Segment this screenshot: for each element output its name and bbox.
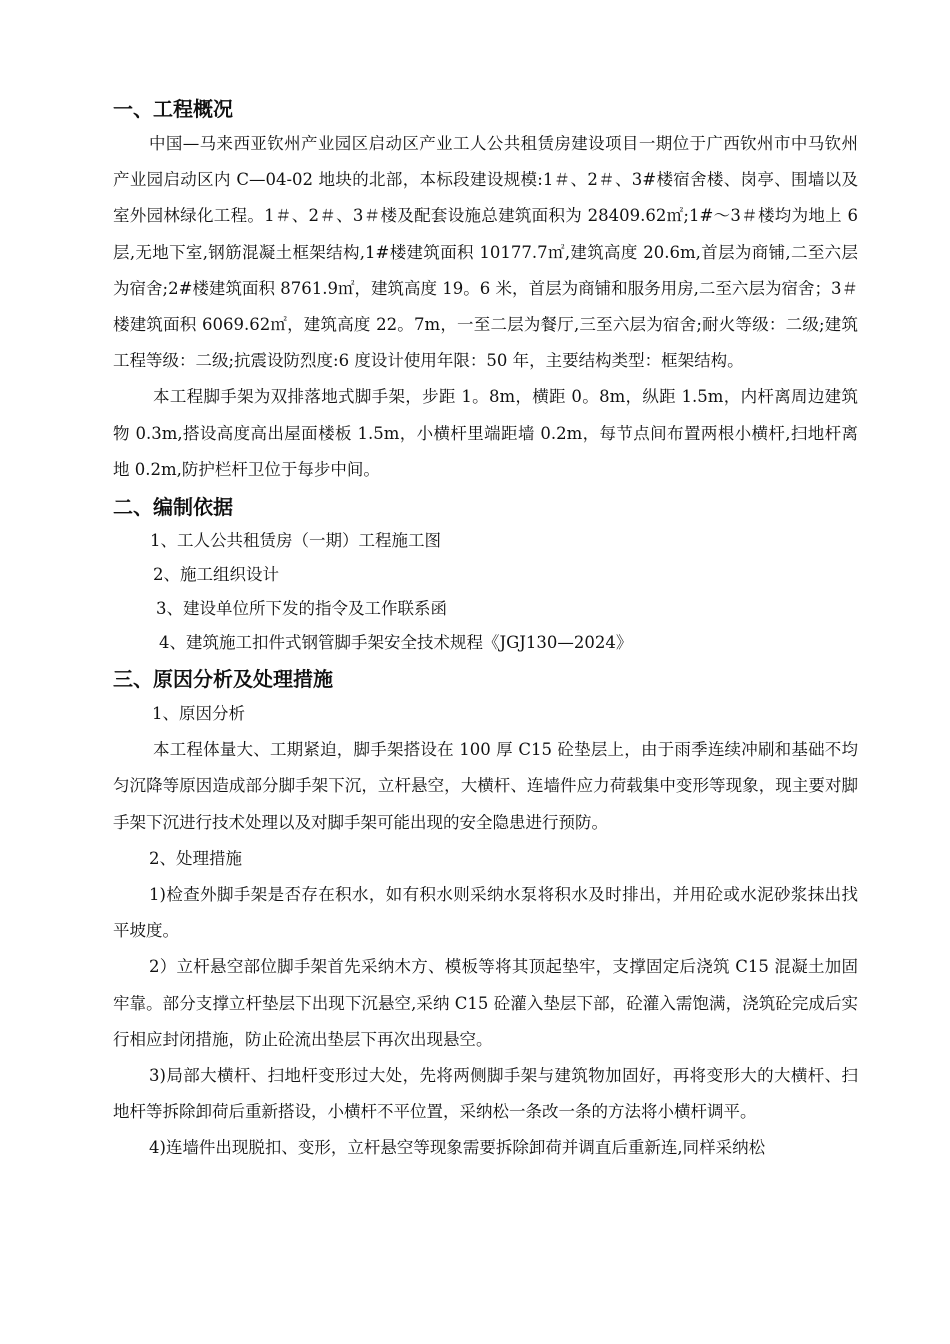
cause-analysis-paragraph: 本工程体量大、工期紧迫，脚手架搭设在 100 厚 C15 砼垫层上，由于雨季连续冲刷和基础不均匀沉降等原因造成部分脚手架下沉，立杆悬空，大横杆、连墙件应力荷载集中变形等现象，现主要对脚手架下沉进行技术处理以及对脚手架可能出现的安全隐患进行预防。 (113, 740, 858, 832)
basis-item-3: 3、建设单位所下发的指令及工作联系函 (156, 599, 447, 619)
basis-item-2: 2、施工组织设计 (153, 565, 279, 585)
measure-4-paragraph: 4)连墙件出现脱扣、变形，立杆悬空等现象需要拆除卸荷并调直后重新连,同样采纳松 (149, 1138, 766, 1158)
document-page (113, 92, 858, 1167)
section-1-heading: 一、工程概况 (113, 97, 233, 121)
scaffold-spec-paragraph: 本工程脚手架为双排落地式脚手架，步距 1。8m，横距 0。8m，纵距 1.5m，内杆离周边建筑物 0.3m,搭设高度高出屋面楼板 1.5m，小横杆里端距墙 0.2m，每节点间布置两根小横杆,扫地杆离地 0.2m,防护栏杆卫位于每步中间。 (113, 387, 858, 479)
project-overview-paragraph: 中国—马来西亚钦州产业园区启动区产业工人公共租赁房建设项目一期位于广西钦州市中马钦州产业园启动区内 C—04-02 地块的北部，本标段建设规模:1＃、2＃、3#楼宿舍楼、岗亭、围墙以及室外园林绿化工程。1＃、2＃、3＃楼及配套设施总建筑面积为 28409.62㎡;1#～3＃楼均为地上 6 层,无地下室,钢筋混凝土框架结构,1#楼建筑面积 10177.7㎡,建筑高度 20.6m,首层为商铺,二至六层为宿舍;2#楼建筑面积 8761.9㎡，建筑高度 19。6 米，首层为商铺和服务用房,二至六层为宿舍；3＃楼建筑面积 6069.62㎡，建筑高度 22。7m，一至二层为餐厅,三至六层为宿舍;耐火等级：二级;建筑工程等级：二级;抗震设防烈度:6 度设计使用年限：50 年，主要结构类型：框架结构。 (113, 134, 858, 371)
basis-item-1: 1、工人公共租赁房（一期）工程施工图 (150, 531, 441, 551)
measure-3-paragraph: 3)局部大横杆、扫地杆变形过大处，先将两侧脚手架与建筑物加固好，再将变形大的大横杆、扫地杆等拆除卸荷后重新搭设，小横杆不平位置，采纳松一条改一条的方法将小横杆调平。 (113, 1066, 858, 1122)
measure-2-paragraph: 2）立杆悬空部位脚手架首先采纳木方、模板等将其顶起垫牢，支撑固定后浇筑 C15 混凝土加固牢靠。部分支撑立杆垫层下出现下沉悬空,采纳 C15 砼灌入垫层下部，砼灌入需饱满，浇筑砼完成后实行相应封闭措施，防止砼流出垫层下再次出现悬空。 (113, 957, 858, 1049)
measure-1-paragraph: 1)检查外脚手架是否存在积水，如有积水则采纳水泵将积水及时排出，并用砼或水泥砂浆抹出找平坡度。 (113, 885, 858, 941)
section-3-heading: 三、原因分析及处理措施 (113, 667, 333, 692)
cause-analysis-subheading: 1、原因分析 (152, 704, 245, 724)
treatment-measures-subheading: 2、处理措施 (149, 848, 242, 868)
section-2-heading: 二、编制依据 (113, 495, 233, 520)
basis-item-4: 4、建筑施工扣件式钢管脚手架安全技术规程《JGJ130—2024》 (159, 633, 633, 653)
